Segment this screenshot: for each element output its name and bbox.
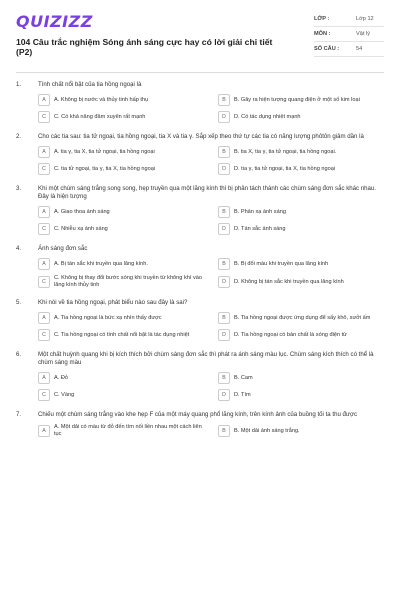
question-list xyxy=(0,73,400,438)
option-letter-box[interactable]: A xyxy=(38,206,50,218)
option-text: A. Đỏ xyxy=(54,374,68,381)
option-text: C. Nhiễu xạ ánh sáng xyxy=(54,225,108,232)
question-text: Chiếu một chùm sáng trắng vào khe hẹp F của một máy quang phổ lăng kính, trên kính ảnh của buồng tối ta thu được xyxy=(38,411,358,418)
option-letter-box[interactable]: C xyxy=(38,329,50,341)
options-grid xyxy=(16,372,384,401)
answer-option[interactable] xyxy=(218,372,384,384)
option-letter-box[interactable]: C xyxy=(38,276,50,288)
answer-option[interactable] xyxy=(218,329,384,341)
option-text: B. tia X, tia γ, tia tử ngoại, tia hồng ngoại. xyxy=(234,148,337,155)
options-grid xyxy=(16,312,384,341)
question-item xyxy=(16,133,384,175)
answer-option[interactable] xyxy=(218,146,384,158)
meta-row xyxy=(314,27,384,42)
answer-option[interactable] xyxy=(38,372,204,384)
answer-option[interactable] xyxy=(218,163,384,175)
quizizz-logo[interactable]: QUIZIZZ xyxy=(16,12,93,31)
option-letter-box[interactable]: D xyxy=(218,163,230,175)
question-item xyxy=(16,299,384,341)
question-number: 4. xyxy=(16,245,22,252)
question-header xyxy=(16,411,384,419)
option-letter-box[interactable]: A xyxy=(38,312,50,324)
option-text: D. Không bị tán sắc khi truyền qua lăng kính xyxy=(234,278,344,285)
answer-option[interactable] xyxy=(38,312,204,324)
option-text: D. Tím xyxy=(234,391,251,398)
options-grid xyxy=(16,94,384,123)
option-text: A. Tia hồng ngoại là bức xạ nhìn thấy được xyxy=(54,314,162,321)
meta-label: SỐ CÂU : xyxy=(314,46,340,52)
worksheet-title: 104 Câu trắc nghiệm Sóng ánh sáng cực hay có lời giải chi tiết (P2) xyxy=(16,37,273,57)
answer-option[interactable] xyxy=(38,223,204,235)
option-letter-box[interactable]: A xyxy=(38,258,50,270)
option-letter-box[interactable]: B xyxy=(218,425,230,437)
answer-option[interactable] xyxy=(38,389,204,401)
meta-value: Vật lý xyxy=(356,31,370,37)
question-number: 3. xyxy=(16,185,22,192)
option-text: D. Có tác dụng nhiệt mạnh xyxy=(234,113,301,120)
header-left xyxy=(16,12,286,72)
meta-value: Lớp 12 xyxy=(356,16,374,22)
answer-option[interactable] xyxy=(218,206,384,218)
question-item xyxy=(16,81,384,123)
answer-option[interactable] xyxy=(218,111,384,123)
question-text: Ánh sáng đơn sắc xyxy=(38,245,88,252)
option-letter-box[interactable]: B xyxy=(218,372,230,384)
question-header xyxy=(16,351,384,367)
question-header xyxy=(16,81,384,89)
option-text: A. Bị tán sắc khi truyền qua lăng kính. xyxy=(54,260,148,267)
option-text: B. Gây ra hiện tượng quang điện ở một số kim loại xyxy=(234,96,360,103)
option-text: C. Tia hồng ngoại có tính chất nổi bật là tác dụng nhiệt xyxy=(54,331,190,338)
answer-option[interactable] xyxy=(218,223,384,235)
header xyxy=(0,0,400,72)
meta-row xyxy=(314,42,384,57)
option-letter-box[interactable]: C xyxy=(38,389,50,401)
option-text: B. Một dải ánh sáng trắng. xyxy=(234,427,300,434)
options-grid xyxy=(16,258,384,289)
answer-option[interactable] xyxy=(38,111,204,123)
options-grid xyxy=(16,206,384,235)
answer-option[interactable] xyxy=(38,146,204,158)
options-grid xyxy=(16,424,384,438)
question-number: 5. xyxy=(16,299,22,306)
answer-option[interactable] xyxy=(218,312,384,324)
answer-option[interactable] xyxy=(38,206,204,218)
option-text: C. Có khả năng đâm xuyên rất mạnh xyxy=(54,113,146,120)
option-letter-box[interactable]: C xyxy=(38,111,50,123)
question-number: 6. xyxy=(16,351,22,358)
option-letter-box[interactable]: C xyxy=(38,163,50,175)
option-text: B. Bị đổi màu khi truyền qua lăng kính xyxy=(234,260,329,267)
option-letter-box[interactable]: A xyxy=(38,425,50,437)
option-letter-box[interactable]: A xyxy=(38,146,50,158)
question-header xyxy=(16,299,384,307)
question-text: Khi một chùm sáng trắng song song, hẹp truyền qua một lăng kính thì bị phân tách thành các chùm sáng đơn sắc khác nhau. Đây là hiện tượng xyxy=(38,185,377,200)
option-text: A. Giao thoa ánh sáng xyxy=(54,208,110,215)
answer-option[interactable] xyxy=(218,424,384,438)
question-number: 1. xyxy=(16,81,22,88)
question-header xyxy=(16,245,384,253)
option-letter-box[interactable]: B xyxy=(218,94,230,106)
option-text: D. tia γ, tia tử ngoại, tia X, tia hồng ngoại xyxy=(234,165,336,172)
answer-option[interactable] xyxy=(218,94,384,106)
answer-option[interactable] xyxy=(218,389,384,401)
question-header xyxy=(16,185,384,201)
option-letter-box[interactable]: B xyxy=(218,258,230,270)
option-letter-box[interactable]: B xyxy=(218,146,230,158)
option-letter-box[interactable]: B xyxy=(218,206,230,218)
answer-option[interactable] xyxy=(38,94,204,106)
option-text: D. Tia hồng ngoại có bản chất là sóng điện từ xyxy=(234,331,347,338)
option-letter-box[interactable]: A xyxy=(38,372,50,384)
meta-value: 54 xyxy=(356,46,363,52)
question-item xyxy=(16,245,384,289)
options-grid xyxy=(16,146,384,175)
option-text: A. tia γ, tia X, tia tử ngoại, tia hồng ngoại xyxy=(54,148,155,155)
question-text: Một chất huỳnh quang khi bị kích thích bởi chùm sáng đơn sắc thì phát ra ánh sáng màu lục. Chùm sáng kích thích có thể là chùm sáng màu xyxy=(38,351,374,366)
answer-option[interactable] xyxy=(38,275,204,289)
option-text: B. Phản xạ ánh sáng xyxy=(234,208,286,215)
option-text: D. Tán sắc ánh sáng xyxy=(234,225,286,232)
option-letter-box[interactable]: D xyxy=(218,389,230,401)
option-text: A. Không bị nước và thủy tinh hấp thụ xyxy=(54,96,149,103)
option-text: A. Một dải có màu từ đỏ đến tím nối liền nhau một cách liên tục xyxy=(54,424,202,437)
option-text: B. Tia hồng ngoại được ứng dụng để sấy khô, sưởi ấm xyxy=(234,314,371,321)
option-letter-box[interactable]: D xyxy=(218,223,230,235)
question-header xyxy=(16,133,384,141)
answer-option[interactable] xyxy=(218,258,384,270)
meta-label: MÔN : xyxy=(314,31,331,37)
option-letter-box[interactable]: D xyxy=(218,111,230,123)
answer-option[interactable] xyxy=(218,275,384,289)
meta-row xyxy=(314,12,384,27)
question-number: 2. xyxy=(16,133,22,140)
option-letter-box[interactable]: D xyxy=(218,329,230,341)
option-letter-box[interactable]: A xyxy=(38,94,50,106)
option-text: C. tia tử ngoại, tia γ, tia X, tia hồng ngoại xyxy=(54,165,156,172)
answer-option[interactable] xyxy=(38,258,204,270)
question-item xyxy=(16,411,384,438)
question-number: 7. xyxy=(16,411,22,418)
answer-option[interactable] xyxy=(38,329,204,341)
option-letter-box[interactable]: D xyxy=(218,276,230,288)
question-text: Tính chất nổi bật của tia hồng ngoại là xyxy=(38,81,142,88)
option-text: B. Cam xyxy=(234,374,253,381)
answer-option[interactable] xyxy=(38,163,204,175)
question-text: Cho các tia sau: tia tử ngoại, tia hồng ngoại, tia X và tia γ. Sắp xếp theo thứ tự các tia có năng lượng phôtôn giảm dần là xyxy=(38,133,364,140)
question-item xyxy=(16,351,384,401)
option-letter-box[interactable]: B xyxy=(218,312,230,324)
meta-label: LỚP : xyxy=(314,16,330,22)
question-item xyxy=(16,185,384,235)
question-text: Khi nói về tia hồng ngoại, phát biểu nào sau đây là sai? xyxy=(38,299,188,306)
option-text: C. Không bị thay đổi bước sóng khi truyền từ không khí vào lăng kính thủy tinh xyxy=(54,275,202,288)
option-text: C. Vàng xyxy=(54,391,75,398)
meta-panel xyxy=(314,12,384,72)
option-letter-box[interactable]: C xyxy=(38,223,50,235)
answer-option[interactable] xyxy=(38,424,204,438)
